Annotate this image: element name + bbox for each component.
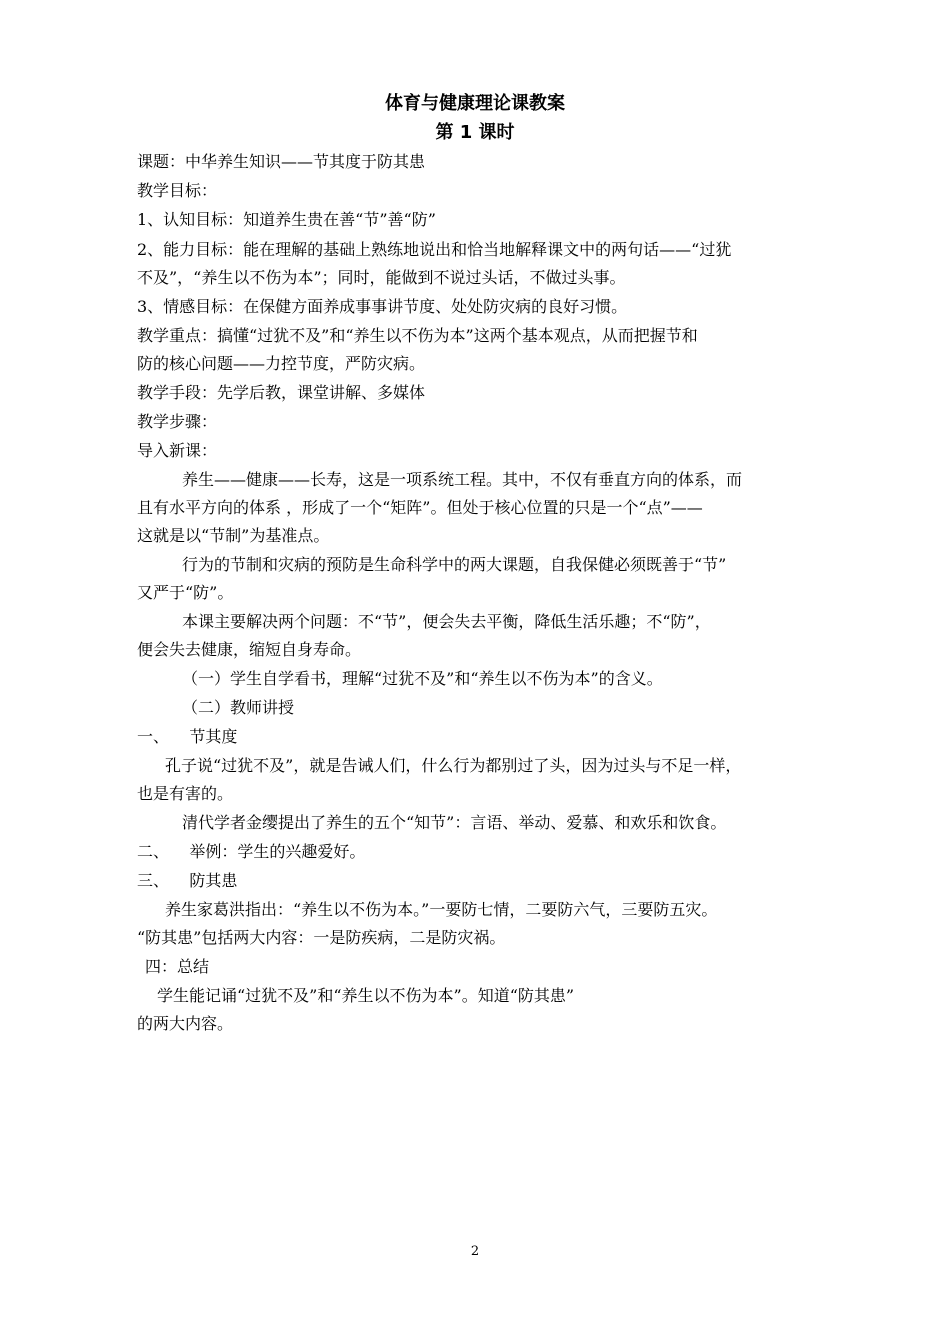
problems-paragraph-line-2: 便会失去健康，缩短自身寿命。 [137,640,362,659]
self-study-item: （一）学生自学看书，理解“过犹不及”和“养生以不伤为本”的含义。 [182,669,663,688]
confucius-paragraph-line-1: 孔子说“过犹不及”，就是告诫人们，什么行为都别过了头，因为过头与不足一样， [165,756,742,775]
summary-line-1: 学生能记诵“过犹不及”和“养生以不伤为本”。知道“防其患” [157,986,575,1005]
page-number: 2 [470,1244,480,1259]
objectives-heading: 教学目标： [137,181,218,200]
behavior-paragraph-line-1: 行为的节制和灾病的预防是生命科学中的两大课题，自我保健必须既善于“节” [182,555,727,574]
cognitive-objective: 1、认知目标：知道养生贵在善“节”善“防” [137,210,436,229]
ability-objective-line-2: 不及”，“养生以不伤为本”；同时，能做到不说过头话，不做过头事。 [137,268,626,287]
problems-paragraph-line-1: 本课主要解决两个问题：不“节”，便会失去平衡，降低生活乐趣；不“防”， [182,612,711,631]
ge-hong-paragraph-line-2: “防其患”包括两大内容：一是防疾病，二是防灾祸。 [137,928,506,947]
section-two-heading: 二、 举例：学生的兴趣爱好。 [137,842,366,861]
behavior-paragraph-line-2: 又严于“防”。 [137,583,234,602]
summary-heading: 四：总结 [145,957,210,976]
document-title: 体育与健康理论课教案 [385,93,565,114]
lesson-number: 第 1 课时 [435,122,515,143]
teacher-lecture-item: （二）教师讲授 [182,698,295,717]
intro-paragraph-line-2: 且有水平方向的体系 ，形成了一个“矩阵”。但处于核心位置的只是一个“点”—— [137,498,703,517]
intro-paragraph-line-3: 这就是以“节制”为基准点。 [137,526,330,545]
section-one-heading: 一、 节其度 [137,727,238,746]
intro-paragraph-line-1: 养生——健康——长寿，这是一项系统工程。其中，不仅有垂直方向的体系，而 [182,470,743,489]
section-three-heading: 三、 防其患 [137,871,238,890]
jin-ying-paragraph: 清代学者金缨提出了养生的五个“知节”：言语、举动、爱慕、和欢乐和饮食。 [182,813,727,832]
teaching-methods: 教学手段：先学后教，课堂讲解、多媒体 [137,383,426,402]
ability-objective-line-1: 2、能力目标：能在理解的基础上熟练地说出和恰当地解释课文中的两句话——“过犹 [137,240,732,259]
key-points-line-1: 教学重点：搞懂“过犹不及”和“养生以不伤为本”这两个基本观点，从而把握节和 [137,326,698,345]
teaching-steps-heading: 教学步骤： [137,412,218,431]
introduction-heading: 导入新课： [137,441,218,460]
key-points-line-2: 防的核心问题——力控节度，严防灾病。 [137,354,426,373]
ge-hong-paragraph-line-1: 养生家葛洪指出：“养生以不伤为本。”一要防七情，二要防六气，三要防五灾。 [165,900,718,919]
confucius-paragraph-line-2: 也是有害的。 [137,784,234,803]
summary-line-2: 的两大内容。 [137,1014,234,1033]
emotional-objective: 3、情感目标：在保健方面养成事事讲节度、处处防灾病的良好习惯。 [137,297,628,316]
topic-line: 课题：中华养生知识——节其度于防其患 [137,152,426,171]
